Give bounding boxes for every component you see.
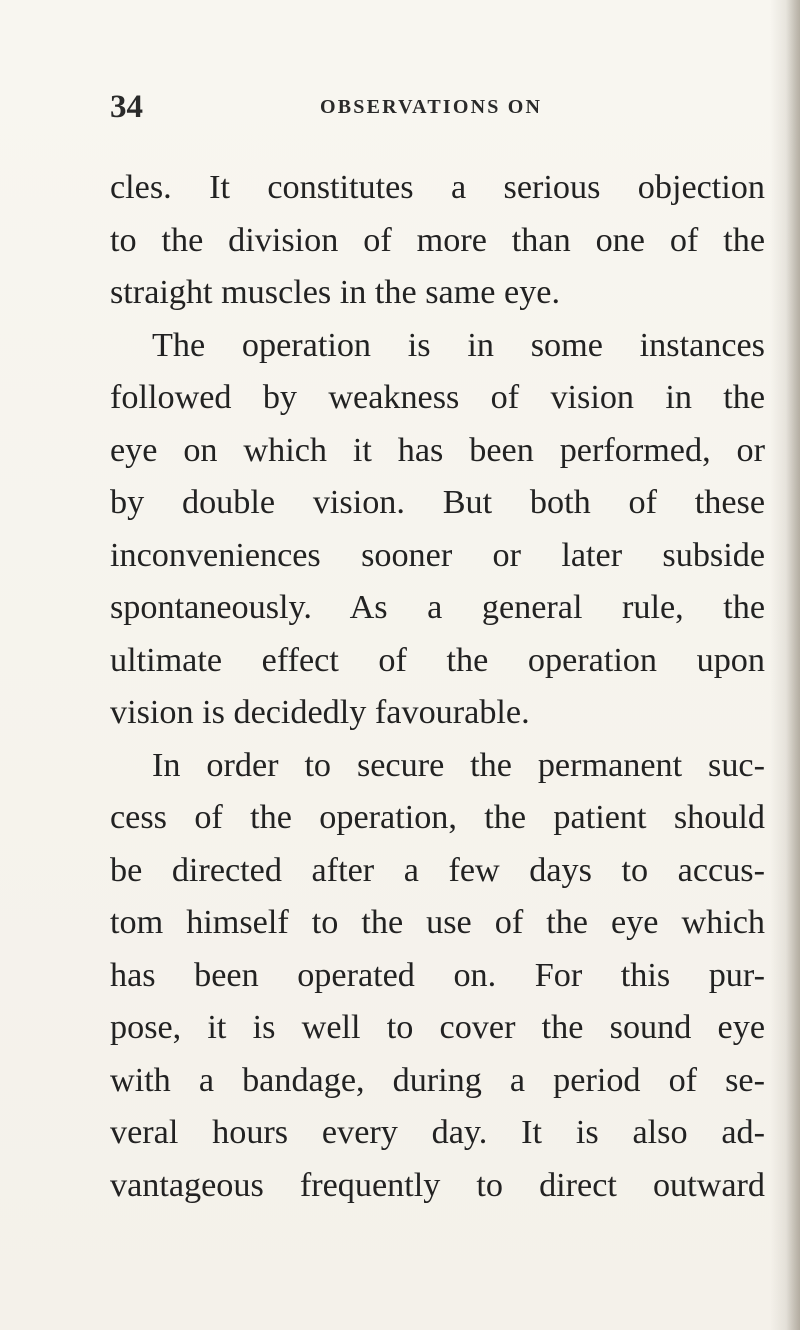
page-edge-shadow <box>786 0 800 1330</box>
text-line: straight muscles in the same eye. <box>110 274 561 311</box>
text-line: ultimate effect of the operation upon <box>110 641 765 679</box>
text-line: In order to secure the permanent suc- <box>152 746 765 784</box>
text-line: by double vision. But both of these <box>110 484 765 521</box>
text-line: be directed after a few days to accus- <box>110 851 765 889</box>
text-line: with a bandage, during a period of se- <box>110 1061 765 1099</box>
text-line: The operation is in some instances <box>152 326 765 364</box>
body-text <box>110 162 765 1212</box>
running-head: OBSERVATIONS ON <box>320 96 543 118</box>
text-line: veral hours every day. It is also ad- <box>110 1114 765 1151</box>
text-line: tom himself to the use of the eye which <box>110 904 765 941</box>
text-line: followed by weakness of vision in the <box>110 379 765 416</box>
text-line: vantageous frequently to direct outward <box>110 1166 765 1204</box>
text-line: to the division of more than one of the <box>110 221 765 259</box>
page-number: 34 <box>110 89 143 125</box>
text-line: has been operated on. For this pur- <box>110 956 765 994</box>
text-line: eye on which it has been performed, or <box>110 431 765 469</box>
text-line: cles. It constitutes a serious objection <box>110 169 765 206</box>
text-line: inconveniences sooner or later subside <box>110 536 765 574</box>
text-line: pose, it is well to cover the sound eye <box>110 1009 765 1046</box>
text-line: vision is decidedly favourable. <box>110 694 530 731</box>
text-line: spontaneously. As a general rule, the <box>110 589 765 626</box>
page-header <box>110 82 770 132</box>
text-line: cess of the operation, the patient should <box>110 799 765 836</box>
